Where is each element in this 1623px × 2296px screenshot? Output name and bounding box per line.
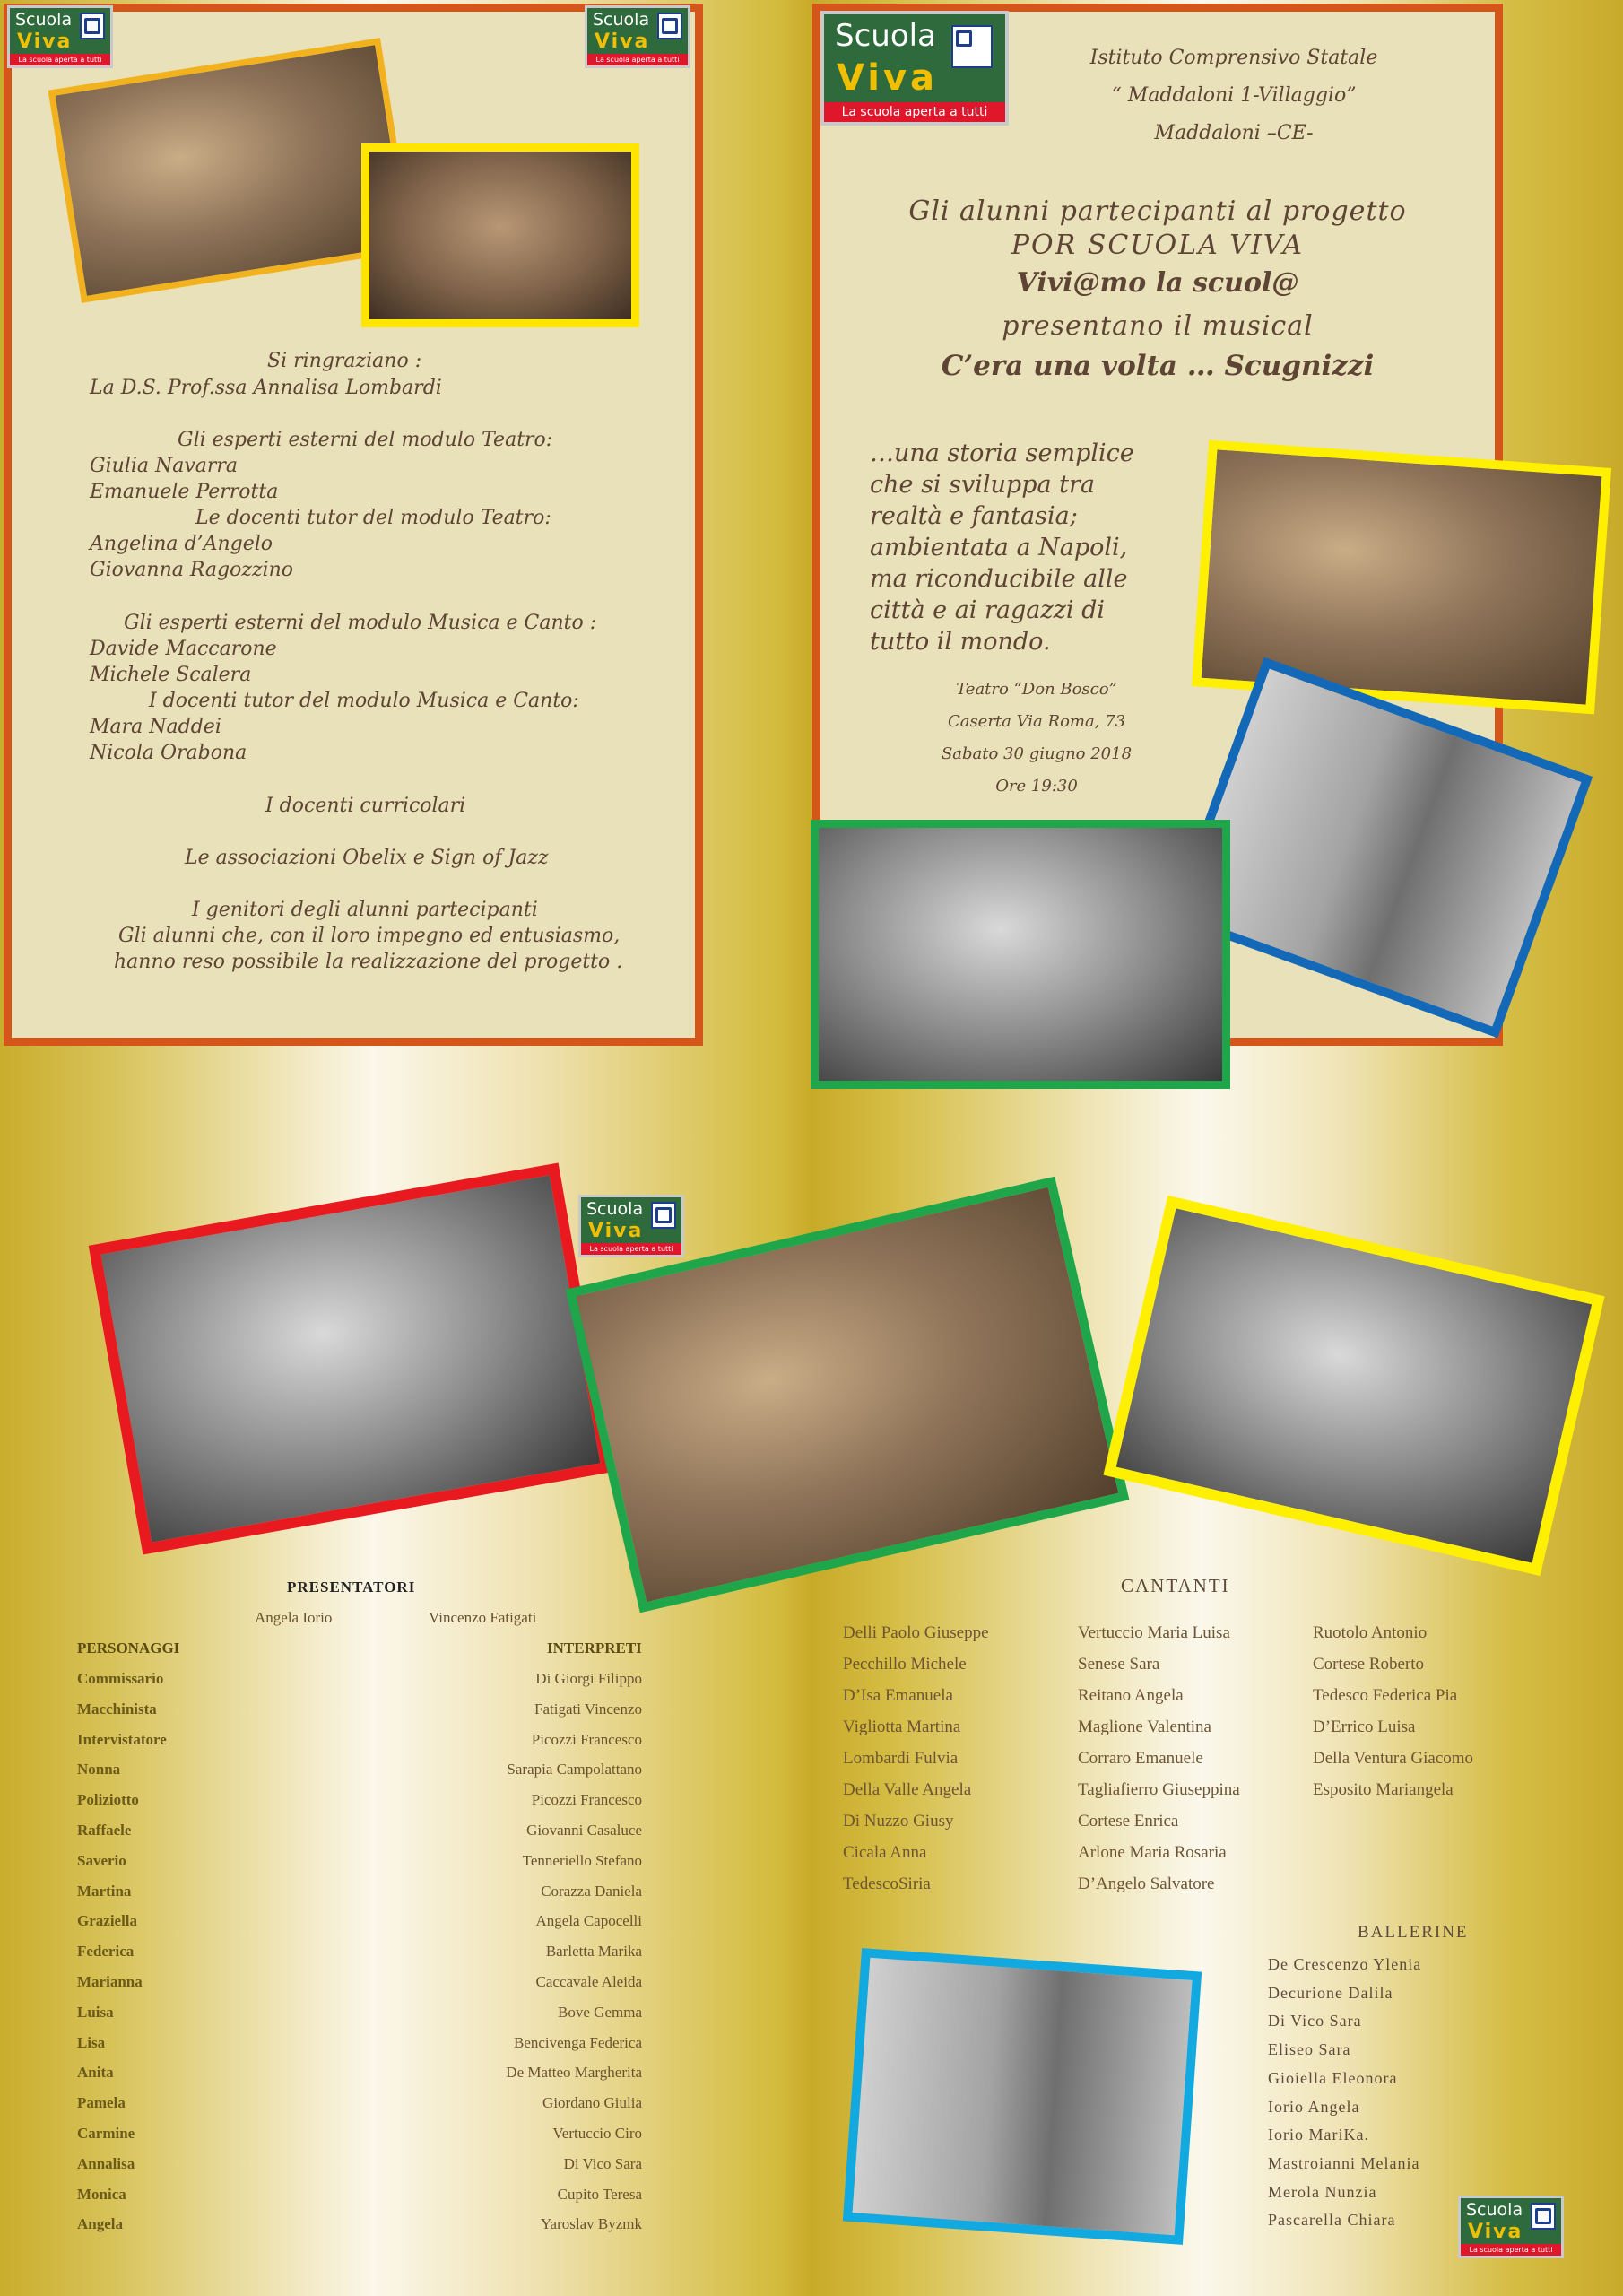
- dancer-name: Merola Nunzia: [1268, 2182, 1377, 2201]
- photo-child-in-alley-small: [843, 1948, 1202, 2245]
- ballerine-title: BALLERINE: [1358, 1923, 1469, 1942]
- actor-name: Yaroslav Byzmk: [540, 2215, 642, 2233]
- singer-name: Cortese Roberto: [1313, 1655, 1425, 1674]
- singer-name: Vertuccio Maria Luisa: [1078, 1623, 1230, 1642]
- dancer-name: Iorio Angela: [1268, 2097, 1360, 2116]
- campania-shield-icon: [651, 1202, 676, 1229]
- role-name: Anita: [77, 2064, 114, 2082]
- dancer-name: Iorio MariKa.: [1268, 2126, 1369, 2144]
- campania-shield-icon: [1531, 2203, 1556, 2230]
- dancer-name: Pascarella Chiara: [1268, 2211, 1396, 2230]
- singer-name: Tedesco Federica Pia: [1313, 1686, 1458, 1705]
- actor-name: Vertuccio Ciro: [552, 2125, 642, 2142]
- role-name: Graziella: [77, 1912, 138, 1930]
- photo-two-boys-scugnizzi: [1192, 440, 1611, 715]
- role-name: Marianna: [77, 1973, 143, 1990]
- cover-text: Istituto Comprensivo Statale “ Maddaloni 1-Villaggio” Maddaloni –CE- Gli alunni partecipanti al progetto POR SCUOLA VIVA Vivi@mo la scuol@ presentano il musical C’era una volta … Scugnizzi …una storia semplice che si sviluppa tra realtà e fantasia; ambientata a Napoli, ma riconducibile alle città e ai ragazzi di tutto il mondo. Teatro “Don Bosco” Caserta Via Roma, 73 Sabato 30 giugno 2018 Ore 19:30: [870, 47, 1407, 796]
- singer-name: Pecchillo Michele: [843, 1655, 967, 1674]
- singer-name: Cicala Anna: [843, 1843, 927, 1862]
- singer-name: Della Valle Angela: [843, 1780, 972, 1799]
- singer-name: Esposito Mariangela: [1313, 1780, 1454, 1799]
- scuola-viva-logo: Scuola Viva La scuola aperta a tutti: [1458, 2196, 1564, 2258]
- role-name: Angela: [77, 2215, 123, 2233]
- presentatore-name: Angela Iorio: [255, 1609, 333, 1626]
- singer-name: D’Isa Emanuela: [843, 1686, 953, 1705]
- scuola-viva-logo: Scuola Viva La scuola aperta a tutti: [578, 1195, 684, 1257]
- actor-name: Corazza Daniela: [541, 1882, 642, 1900]
- role-name: Martina: [77, 1882, 132, 1900]
- singer-name: Maglione Valentina: [1078, 1718, 1211, 1736]
- cantanti-section: [807, 1561, 1614, 1919]
- actor-name: Cupito Teresa: [557, 2185, 642, 2203]
- singer-name: Senese Sara: [1078, 1655, 1160, 1674]
- actor-name: Picozzi Francesco: [531, 1730, 642, 1748]
- role-name: Macchinista: [77, 1700, 157, 1718]
- actor-name: Sarapia Campolattano: [507, 1761, 642, 1779]
- role-name: Pamela: [77, 2094, 126, 2112]
- dancer-name: Decurione Dalila: [1268, 1983, 1393, 2002]
- dancer-name: Eliseo Sara: [1268, 2040, 1351, 2059]
- role-name: Nonna: [77, 1761, 121, 1779]
- interpreti-header: INTERPRETI: [547, 1639, 642, 1657]
- singer-name: Cortese Enrica: [1078, 1812, 1179, 1831]
- role-name: Saverio: [77, 1851, 126, 1869]
- singer-name: Della Ventura Giacomo: [1313, 1749, 1474, 1768]
- role-name: Poliziotto: [77, 1791, 139, 1809]
- dancer-name: Di Vico Sara: [1268, 2012, 1362, 2031]
- singer-name: Corraro Emanuele: [1078, 1749, 1203, 1768]
- role-name: Luisa: [77, 2003, 114, 2021]
- singer-name: Ruotolo Antonio: [1313, 1623, 1428, 1642]
- photo-naples-vesuvius: [811, 820, 1230, 1089]
- role-name: Carmine: [77, 2125, 135, 2142]
- actor-name: Angela Capocelli: [535, 1912, 642, 1930]
- singer-name: Arlone Maria Rosaria: [1078, 1843, 1227, 1862]
- actor-name: De Matteo Margherita: [506, 2064, 642, 2082]
- singer-name: Vigliotta Martina: [843, 1718, 961, 1736]
- dancer-name: Gioiella Eleonora: [1268, 2068, 1398, 2087]
- role-name: Monica: [77, 2185, 126, 2203]
- actor-name: Barletta Marika: [545, 1943, 642, 1961]
- role-name: Lisa: [77, 2033, 106, 2051]
- photo-group-of-kids-wall: [89, 1162, 613, 1554]
- singer-name: Reitano Angela: [1078, 1686, 1184, 1705]
- scuola-viva-logo: Scuola Viva La scuola aperta a tutti: [585, 5, 690, 68]
- actor-name: Bove Gemma: [558, 2003, 642, 2021]
- photo-boys-playing-ground: [1103, 1196, 1604, 1576]
- thanks-text: Si ringraziano : La D.S. Prof.ssa Annalisa Lombardi Gli esperti esterni del modulo Teatro: Giulia Navarra Emanuele Perrotta Le docenti tutor del modulo Teatro: Angelina d’Angelo Giovanna Ragozzino Gli esperti esterni del modulo Musica e Canto : Davide Maccarone Michele Scalera I docenti tutor del modulo Musica e Canto: Mara Naddei Nicola Orabona I docenti curricolari Le associazioni Obelix e Sign of Jazz I genitori degli alunni partecipanti Gli alunni che, con il loro impegno ed entusiasmo, hanno reso possibile la realizzazione del progetto .: [90, 350, 623, 973]
- singer-name: TedescoSiria: [843, 1874, 931, 1893]
- singer-name: D’Errico Luisa: [1313, 1718, 1416, 1736]
- role-name: Raffaele: [77, 1822, 132, 1839]
- cast-list: [0, 1561, 681, 2242]
- singer-name: Lombardi Fulvia: [843, 1749, 959, 1768]
- singer-name: Di Nuzzo Giusy: [843, 1812, 954, 1831]
- role-name: Federica: [77, 1943, 135, 1961]
- role-name: Annalisa: [77, 2154, 135, 2172]
- actor-name: Di Giorgi Filippo: [535, 1670, 642, 1687]
- singer-name: Tagliafierro Giuseppina: [1078, 1780, 1240, 1799]
- role-name: Intervistatore: [77, 1730, 167, 1748]
- singer-name: D’Angelo Salvatore: [1078, 1874, 1215, 1893]
- singer-name: Delli Paolo Giuseppe: [843, 1623, 989, 1642]
- role-name: Commissario: [77, 1670, 164, 1687]
- cantanti-title: CANTANTI: [1121, 1575, 1230, 1596]
- actor-name: Picozzi Francesco: [531, 1791, 642, 1809]
- dancer-name: Mastroianni Melania: [1268, 2153, 1420, 2172]
- actor-name: Tenneriello Stefano: [522, 1851, 642, 1869]
- actor-name: Fatigati Vincenzo: [534, 1700, 642, 1718]
- actor-name: Giordano Giulia: [542, 2094, 642, 2112]
- presentatori-title: PRESENTATORI: [287, 1578, 416, 1596]
- actor-name: Giovanni Casaluce: [526, 1822, 642, 1839]
- personaggi-header: PERSONAGGI: [77, 1639, 180, 1657]
- scuola-viva-logo-large: Scuola Viva La scuola aperta a tutti: [820, 11, 1009, 126]
- scuola-viva-logo: Scuola Viva La scuola aperta a tutti: [7, 5, 113, 68]
- actor-name: Bencivenga Federica: [513, 2033, 642, 2051]
- dancer-name: De Crescenzo Ylenia: [1268, 1955, 1422, 1973]
- actor-name: Di Vico Sara: [563, 2154, 642, 2172]
- presentatore-name: Vincenzo Fatigati: [429, 1609, 537, 1626]
- actor-name: Caccavale Aleida: [535, 1973, 642, 1990]
